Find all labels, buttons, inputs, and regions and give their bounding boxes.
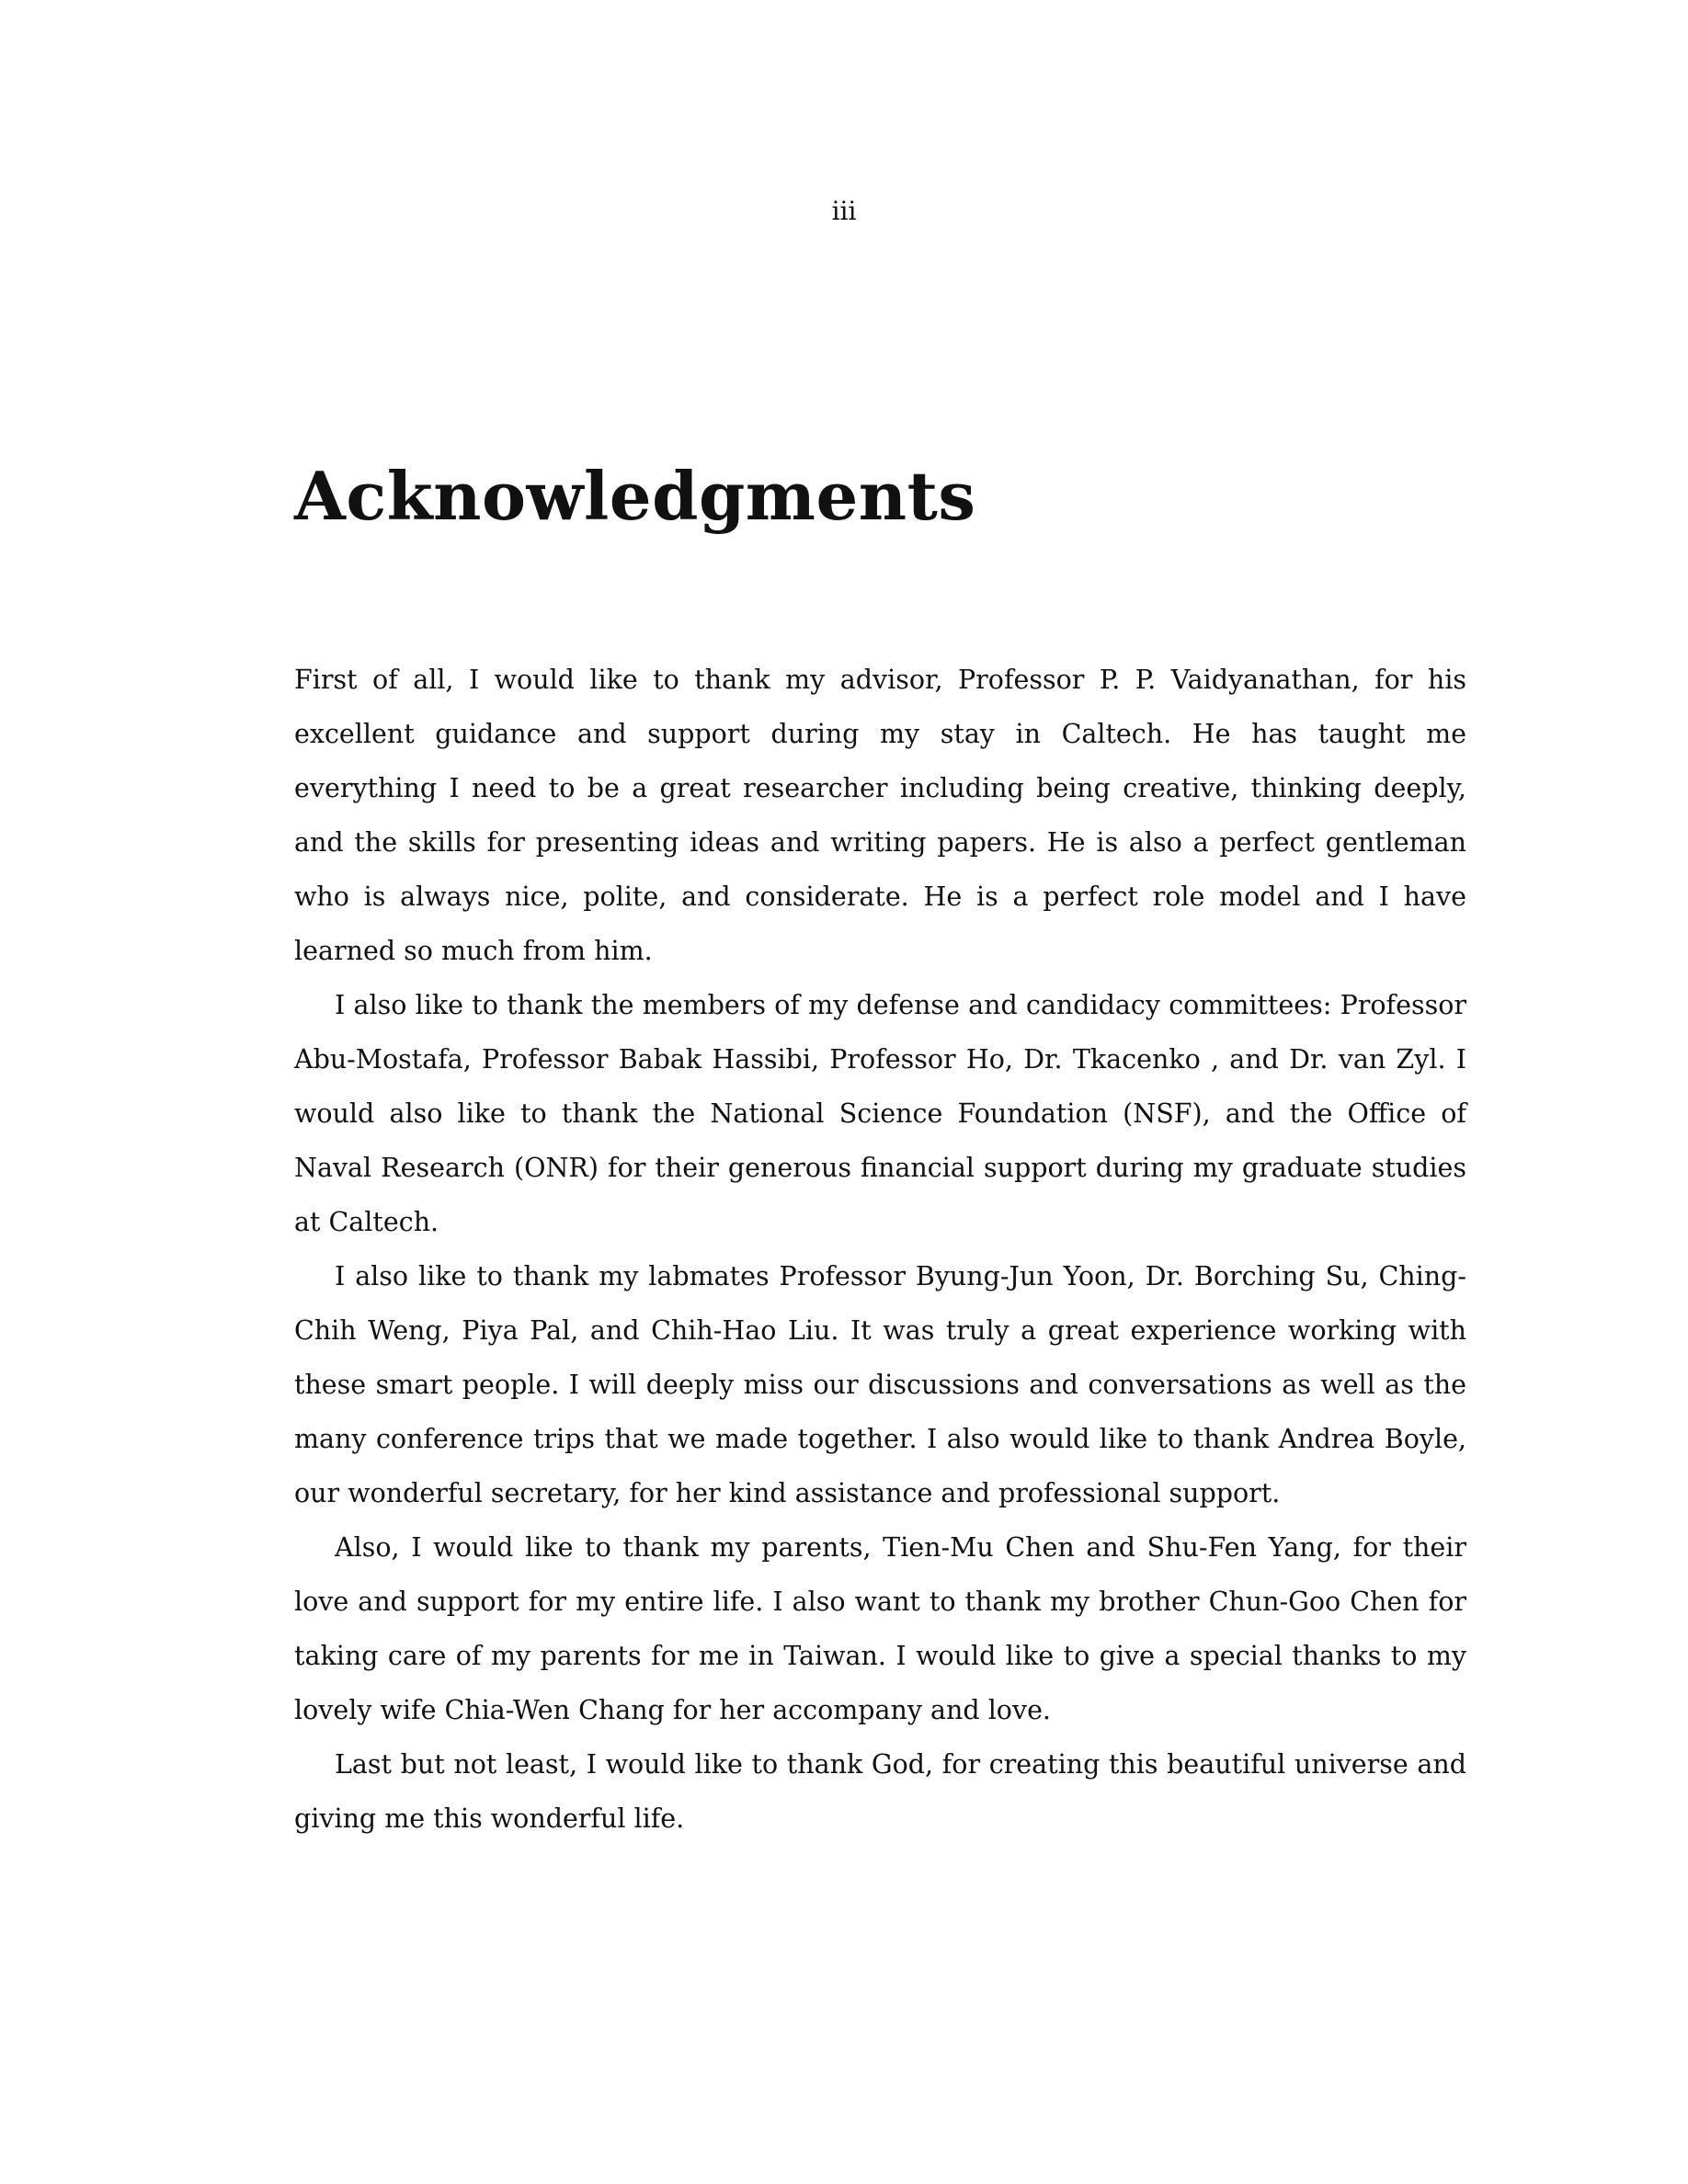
paragraph-labmates: I also like to thank my labmates Professor Byung-Jun Yoon, Dr. Borching Su, Ching-Chih Weng, Piya Pal, and Chih-Hao Liu. It was truly a great experience working with these smart people. I will deeply miss our discussions and conversations as well as the many conference trips that we made together. I also would like to thank Andrea Boyle, our wonderful secretary, for her kind assistance and professional support. [294,1261,1466,1508]
chapter-title: Acknowledgments [294,457,976,535]
paragraph-family: Also, I would like to thank my parents, Tien-Mu Chen and Shu-Fen Yang, for their love and support for my entire life. I also want to thank my brother Chun-Goo Chen for taking care of my parents for me in Taiwan. I would like to give a special thanks to my lovely wife Chia-Wen Chang for her accompany and love. [294,1532,1466,1725]
paragraph-committee: I also like to thank the members of my defense and candidacy committees: Professor Abu-Mostafa, Professor Babak Hassibi, Professor Ho, Dr. Tkacenko , and Dr. van Zyl. I would also like to thank the National Science Foundation (NSF), and the Office of Naval Research (ONR) for their generous financial support during my graduate studies at Caltech. [294,990,1466,1237]
page-number: iii [831,196,857,226]
paragraph-closing: Last but not least, I would like to thank God, for creating this beautiful universe and giving me this wonderful life. [294,1749,1466,1834]
paragraph-advisor: First of all, I would like to thank my advisor, Professor P. P. Vaidyanathan, for his excellent guidance and support during my stay in Caltech. He has taught me everything I need to be a great researcher including being creative, thinking deeply, and the skills for presenting ideas and writing papers. He is also a perfect gentleman who is always nice, polite, and considerate. He is a perfect role model and I have learned so much from him. [294,665,1466,966]
acknowledgments-body [294,653,1466,1846]
